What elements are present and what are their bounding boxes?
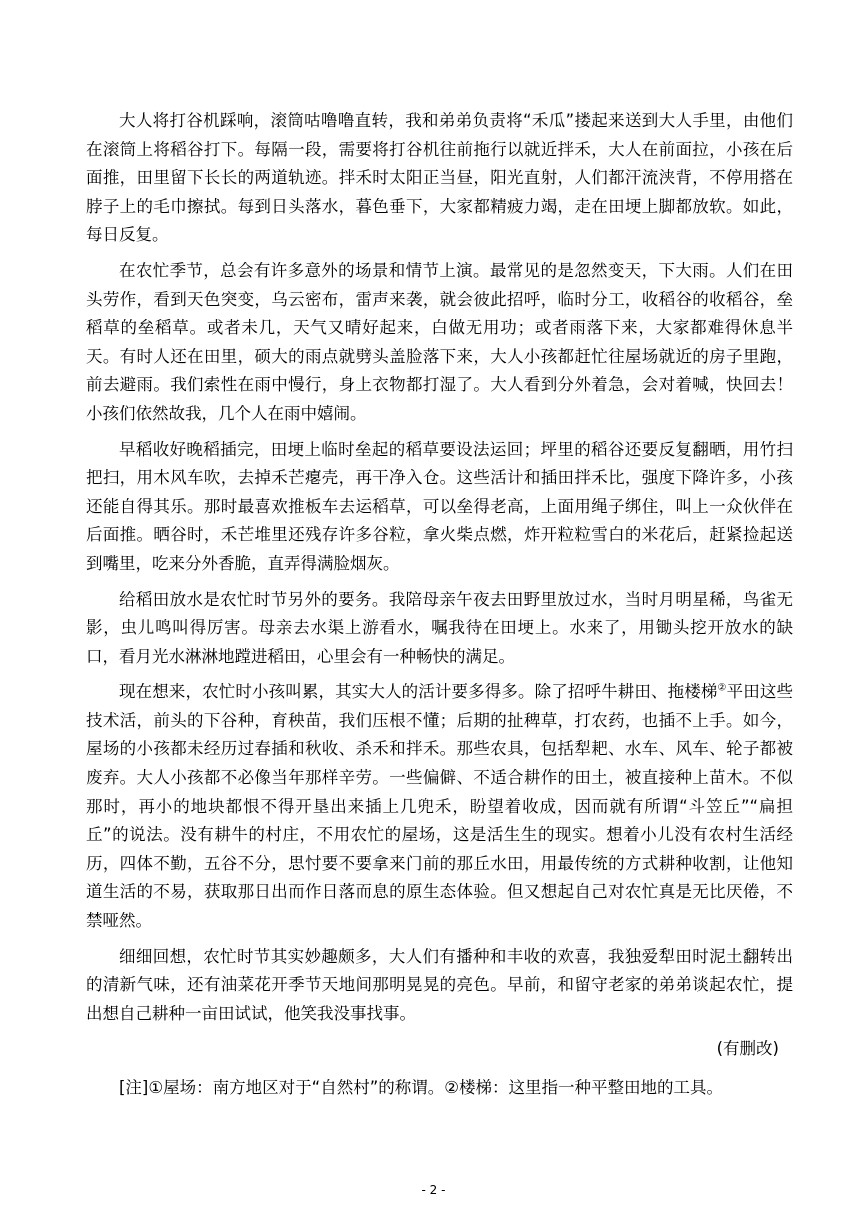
paragraph-reflection-end: 平田这些技术活，前头的下谷种，育秧苗，我们压根不懂；后期的扯稗草，打农药，也插不上手。如今，屋场的小孩都未经历过春插和秋收、杀禾和拌禾。那些农具，包括犁耙、水车、风车、轮子都被废弃。大人小孩都不必像当年那样辛劳。一些偏僻、不适合耕作的田土，被直接种上苗木。不似那时，再小的地块都恨不得开垦出来插上几兜禾，盼望着收成，因而就有所谓“斗笠丘”“扁担丘”的说法。没有耕牛的村庄，不用农忙的屋场，这是活生生的现实。想着小儿没有农村生活经历，四体不勤，五谷不分，思忖要不要拿来门前的那丘水田，用最传统的方式耕种收割，让他知道生活的不易，获取那日出而作日落而息的原生态体验。但又想起自己对农忙真是无比厌倦，不禁哑然。: [86, 682, 794, 931]
paragraph-reflection: [86, 678, 793, 935]
paragraph-threshing: 大人将打谷机踩响，滚筒咕噜噜直转，我和弟弟负责将“禾瓜”搂起来送到大人手里，由他们在滚筒上将稻谷打下。每隔一段，需要将打谷机往前拖行以就近拌禾，大人在前面拉，小孩在后面推，田里留下长长的两道轨迹。拌禾时太阳正当昼，阳光直射，人们都汗流浃背，不停用搭在脖子上的毛巾擦拭。每到日头落水，暮色垂下，大家都精疲力竭，走在田埂上脚都放软。如此，每日反复。: [86, 111, 793, 245]
paragraph-irrigation: 给稻田放水是农忙时节另外的要务。我陪母亲午夜去田野里放过水，当时月明星稀，鸟雀无影，虫儿鸣叫得厉害。母亲去水渠上游看水，嘱我待在田埂上。水来了，用锄头挖开放水的缺口，看月光水淋淋地蹚进稻田，心里会有一种畅快的满足。: [86, 589, 793, 666]
footnote-mark: ②: [717, 682, 727, 694]
page-number: - 2 -: [421, 1183, 446, 1197]
paragraph-straw: 早稻收好晚稻插完，田埂上临时垒起的稻草要设法运回；坪里的稻谷还要反复翻晒，用竹扫把扫，用木风车吹，去掉禾芒瘪壳，再干净入仓。这些活计和插田拌禾比，强度下降许多，小孩还能自得其乐。那时最喜欢推板车去运稻草，可以垒得老高，上面用绳子绑住，叫上一众伙伴在后面推。晒谷时，禾芒堆里还残存许多谷粒，拿火柴点燃，炸开粒粒雪白的米花后，赶紧捡起送到嘴里，吃来分外香脆，直弄得满脸烟灰。: [86, 439, 793, 573]
annotation-note: [注]①屋场：南方地区对于“自然村”的称谓。②楼梯：这里指一种平整田地的工具。: [119, 1078, 724, 1097]
paragraph-reflection-start: 现在想来，农忙时小孩叫累，其实大人的活计要多得多。除了招呼牛耕田、拖楼梯: [119, 682, 718, 702]
paragraph-memories: 细细回想，农忙时节其实妙趣颇多，大人们有播种和丰收的欢喜，我独爱犁田时泥土翻转出的清新气味，还有油菜花开季节天地间那明晃晃的亮色。早前，和留守老家的弟弟谈起农忙，提出想自己耕种一亩田试试，他笑我没事找事。: [86, 946, 793, 1023]
article-body: [86, 107, 793, 1103]
paragraph-rain: 在农忙季节，总会有许多意外的场景和情节上演。最常见的是忽然变天，下大雨。人们在田头劳作，看到天色突变，乌云密布，雷声来袭，就会彼此招呼，临时分工，收稻谷的收稻谷，垒稻草的垒稻草。或者未几，天气又晴好起来，白做无用功；或者雨落下来，大家都难得休息半天。有时人还在田里，硕大的雨点就劈头盖脸落下来，大人小孩都赶忙往屋场就近的房子里跑，前去避雨。我们索性在雨中慢行，身上衣物都打湿了。大人看到分外着急，会对着喊，快回去！小孩们依然故我，几个人在雨中嬉闹。: [86, 260, 793, 423]
source-note: (有删改): [716, 1039, 779, 1059]
